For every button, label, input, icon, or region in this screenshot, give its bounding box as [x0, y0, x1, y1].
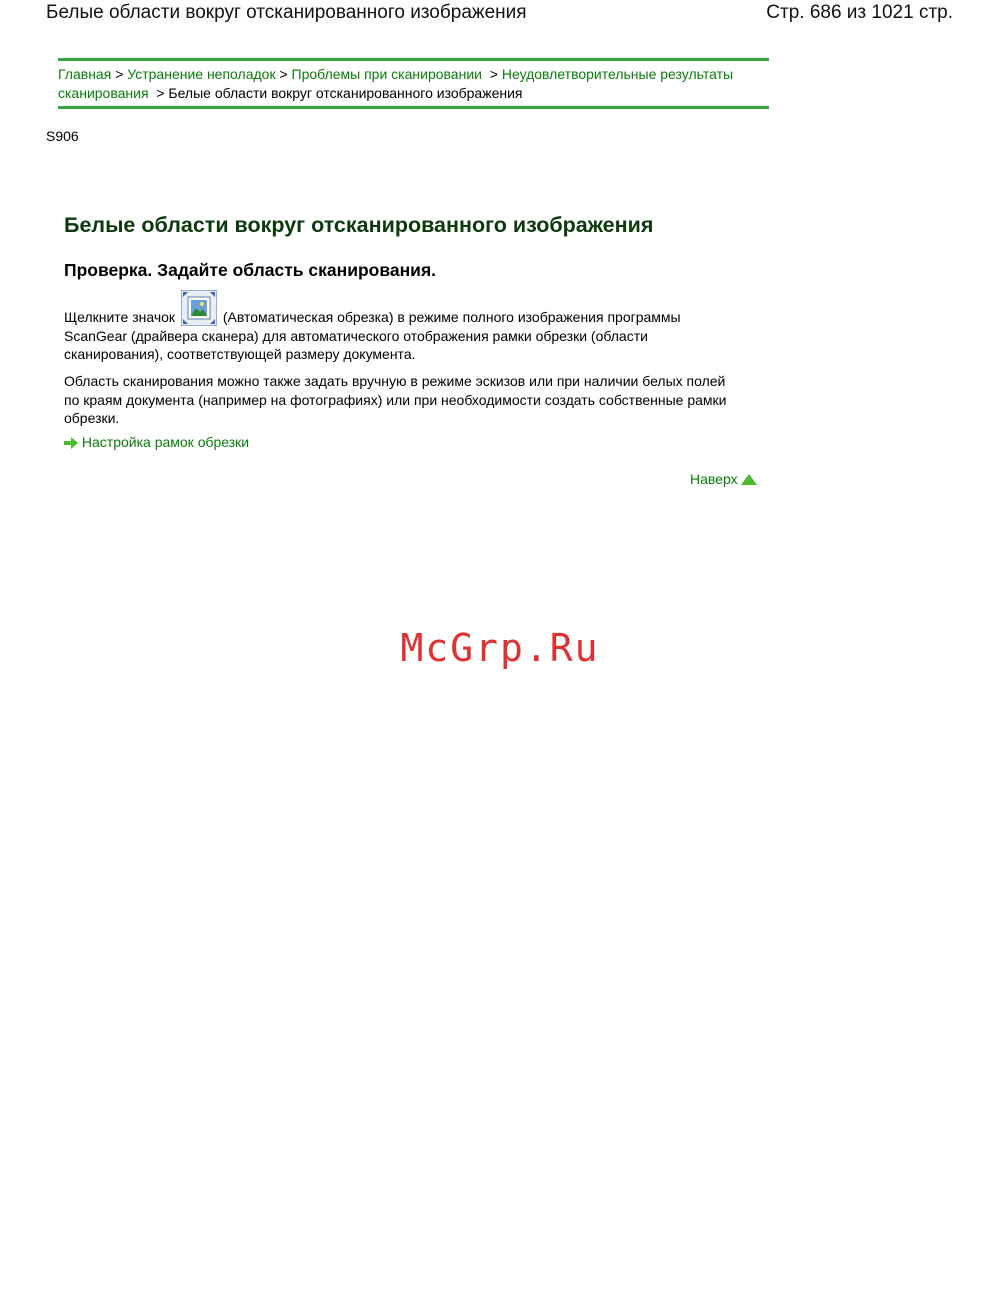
paragraph-text: Щелкните значок	[64, 309, 176, 325]
page-header-title: Белые области вокруг отсканированного изображения	[46, 2, 527, 23]
page-count: Стр. 686 из 1021 стр.	[766, 2, 953, 23]
breadcrumb-top-divider	[58, 58, 769, 61]
breadcrumb	[58, 65, 758, 102]
crop-frames-link[interactable]: Настройка рамок обрезки	[81, 434, 250, 450]
breadcrumb-bottom-divider	[58, 106, 769, 109]
document-code: S906	[46, 128, 79, 144]
up-triangle-icon[interactable]	[741, 473, 757, 489]
section-subtitle: Проверка. Задайте область сканирования.	[64, 260, 437, 280]
page-title: Белые области вокруг отсканированного изображения	[64, 213, 654, 237]
crop-frames-link-row	[64, 434, 249, 452]
breadcrumb-separator: >	[279, 66, 288, 82]
paragraph-manual-area: Область сканирования можно также задать вручную в режиме эскизов или при наличии белых полей по краям документа (например на фотографиях) или при необходимости создать собственные рамки обрезки.	[64, 373, 727, 426]
right-arrow-icon	[64, 436, 78, 452]
breadcrumb-link-scanning-problems[interactable]: Проблемы при сканировании	[291, 66, 482, 82]
breadcrumb-separator: >	[115, 66, 124, 82]
paragraph-auto-crop	[64, 290, 744, 364]
back-to-top-link[interactable]: Наверх	[690, 471, 738, 487]
breadcrumb-separator: >	[489, 66, 498, 82]
breadcrumb-link-unsatisfactory-results[interactable]: Неудовлетворительные результаты сканирования	[58, 66, 734, 101]
watermark: McGrp.Ru	[400, 626, 600, 670]
breadcrumb-current: Белые области вокруг отсканированного изображения	[168, 84, 523, 101]
back-to-top	[690, 471, 757, 489]
auto-crop-icon	[181, 290, 217, 326]
breadcrumb-separator: >	[156, 84, 165, 101]
breadcrumb-link-troubleshooting[interactable]: Устранение неполадок	[127, 66, 276, 82]
breadcrumb-link-home[interactable]: Главная	[58, 66, 112, 82]
paragraph-text: (Автоматическая обрезка) в режиме полного изображения программы ScanGear (драйвера сканера) для автоматического отображения рамки обрезки (области сканирования), соответствующей размеру документа.	[64, 309, 681, 362]
